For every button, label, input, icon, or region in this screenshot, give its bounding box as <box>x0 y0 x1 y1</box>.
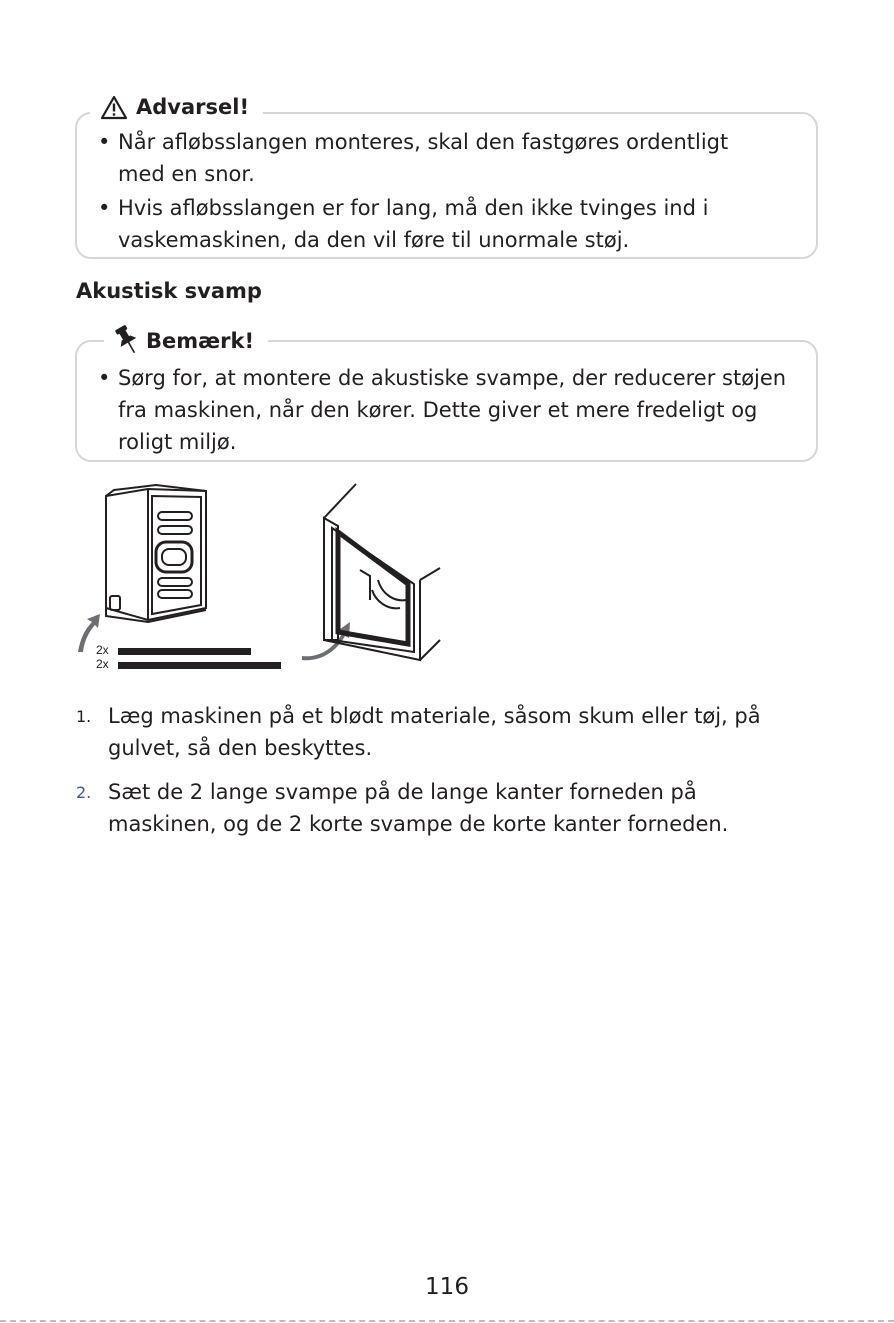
step-1-text: Læg maskinen på et blødt materiale, såsom skum eller tøj, på gulvet, så den beskyttes. <box>108 704 761 760</box>
note-bullet-1: • Sørg for, at montere de akustiske svampe, der reducerer støjen fra maskinen, når den kører. Dette giver et mere fredeligt og roligt miljø. <box>98 362 808 458</box>
note-bullet-1-text: Sørg for, at montere de akustiske svampe, der reducerer støjen fra maskinen, når den kører. Dette giver et mere fredeligt og roligt miljø. <box>118 366 787 454</box>
long-sponge-label: 2x <box>96 657 109 671</box>
warning-bullet-1: • Når afløbsslangen monteres, skal den fastgøres ordentligt med en snor. <box>98 126 808 190</box>
warning-bullet-2-text: Hvis afløbsslangen er for lang, må den ikke tvinges ind i vaskemaskinen, da den vil føre til unormale støj. <box>118 196 709 252</box>
note-title <box>104 324 268 358</box>
washer-illustration <box>106 485 206 622</box>
pushpin-icon <box>114 324 138 358</box>
page-number: 116 <box>425 1274 469 1300</box>
section-heading: Akustisk svamp <box>76 279 262 303</box>
step-2-text: Sæt de 2 lange svampe på de lange kanter forneden på maskinen, og de 2 korte svampe de korte kanter forneden. <box>108 780 729 836</box>
short-sponge-label: 2x <box>96 643 109 657</box>
footer-divider <box>0 1320 894 1322</box>
machine-bottom-illustration <box>324 484 440 660</box>
note-title-text: Bemærk! <box>146 329 255 353</box>
step-2 <box>76 776 816 840</box>
short-sponge-strip <box>118 648 251 655</box>
step-1-number: 1. <box>76 707 92 726</box>
warning-title <box>90 94 263 120</box>
step-2-number: 2. <box>76 783 92 802</box>
long-sponge-strip <box>118 662 281 669</box>
warning-triangle-icon <box>100 95 128 120</box>
warning-title-text: Advarsel! <box>136 95 250 119</box>
warning-bullet-2: • Hvis afløbsslangen er for lang, må den ikke tvinges ind i vaskemaskinen, da den vil føre til unormale støj. <box>98 192 808 256</box>
sponge-installation-figure <box>70 480 450 680</box>
step-1 <box>76 700 816 764</box>
warning-bullet-1-text: Når afløbsslangen monteres, skal den fastgøres ordentligt med en snor. <box>118 130 729 186</box>
